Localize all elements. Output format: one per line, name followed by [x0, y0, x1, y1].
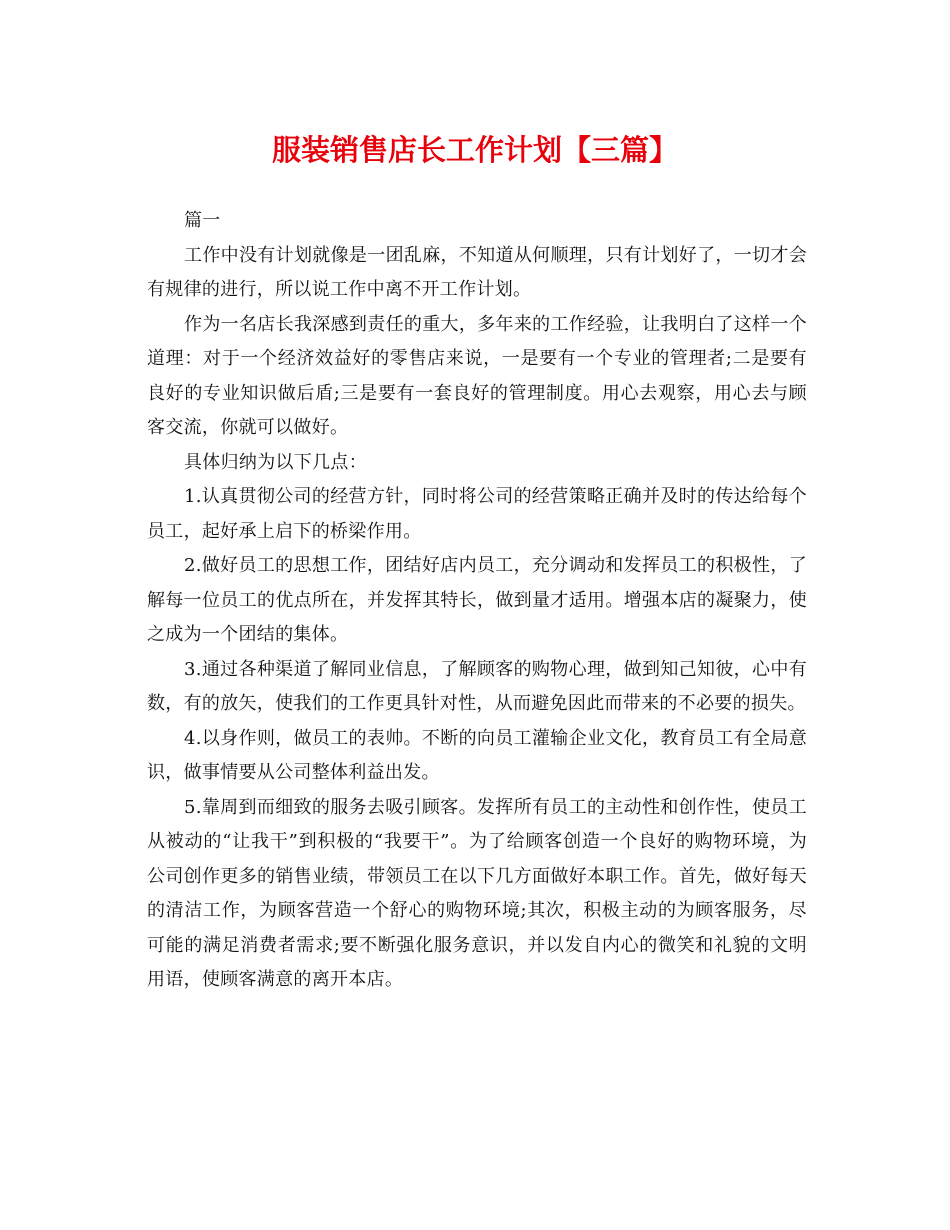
list-item-4: 4.以身作则，做员工的表帅。不断的向员工灌输企业文化，教育员工有全局意识，做事情要从公司整体利益出发。	[147, 727, 807, 783]
list-item-2: 2.做好员工的思想工作，团结好店内员工，充分调动和发挥员工的积极性，了解每一位员工的优点所在，并发挥其特长，做到量才适用。增强本店的凝聚力，使之成为一个团结的集体。	[147, 555, 807, 645]
paragraph-summary-lead: 具体归纳为以下几点：	[184, 451, 367, 473]
section-heading: 篇一	[184, 210, 221, 231]
document-title: 服装销售店长工作计划【三篇】	[271, 133, 678, 167]
paragraph-responsibility: 作为一名店长我深感到责任的重大，多年来的工作经验，让我明白了这样一个道理：对于一个经济效益好的零售店来说，一是要有一个专业的管理者;二是要有良好的专业知识做后盾;三是要有一套良好的管理制度。用心去观察，用心去与顾客交流，你就可以做好。	[147, 313, 807, 438]
paragraph-intro: 工作中没有计划就像是一团乱麻，不知道从何顺理，只有计划好了，一切才会有规律的进行，所以说工作中离不开工作计划。	[147, 244, 807, 300]
list-item-1: 1.认真贯彻公司的经营方针，同时将公司的经营策略正确并及时的传达给每个员工，起好承上启下的桥梁作用。	[147, 486, 807, 542]
list-item-5: 5.靠周到而细致的服务去吸引顾客。发挥所有员工的主动性和创作性，使员工从被动的“让我干”到积极的“我要干”。为了给顾客创造一个良好的购物环境，为公司创作更多的销售业绩，带领员工在以下几方面做好本职工作。首先，做好每天的清洁工作，为顾客营造一个舒心的购物环境;其次，积极主动的为顾客服务，尽可能的满足消费者需求;要不断强化服务意识，并以发自内心的微笑和礼貌的文明用语，使顾客满意的离开本店。	[147, 796, 807, 990]
document-body	[147, 204, 807, 998]
list-item-3: 3.通过各种渠道了解同业信息，了解顾客的购物心理，做到知己知彼，心中有数，有的放矢，使我们的工作更具针对性，从而避免因此而带来的不必要的损失。	[147, 658, 807, 714]
